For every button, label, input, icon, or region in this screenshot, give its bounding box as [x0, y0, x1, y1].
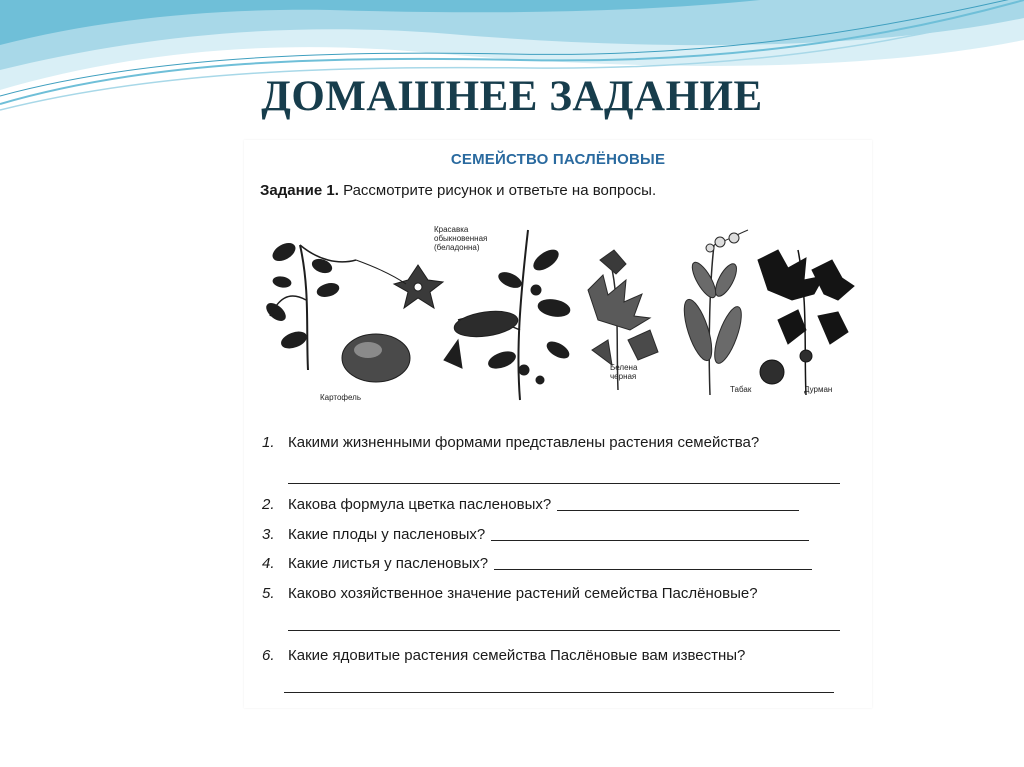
task-text: Рассмотрите рисунок и ответьте на вопросы. [343, 182, 657, 199]
question-text: Какие ядовитые растения семейства Паслёновые вам известны? [288, 647, 746, 664]
potato-plant-drawing [264, 240, 443, 382]
question-4 [262, 555, 812, 572]
answer-line-6[interactable] [284, 692, 834, 693]
question-text: Какими жизненными формами представлены растения семейства? [288, 434, 760, 451]
label-belladonna-1: Красавка [434, 225, 469, 234]
question-2 [262, 496, 799, 513]
question-text: Какова формула цветка пасленовых? [288, 496, 552, 513]
henbane-plant-drawing [588, 250, 658, 390]
question-number: 1. [262, 434, 275, 451]
answer-line-3[interactable] [491, 539, 809, 541]
question-number: 6. [262, 647, 275, 664]
question-number: 4. [262, 555, 275, 572]
task-instruction [260, 182, 656, 199]
worksheet [244, 140, 872, 708]
label-belladonna-2: обыкновенная [434, 234, 488, 243]
task-label: Задание 1. [260, 182, 339, 199]
tobacco-plant-drawing [679, 230, 752, 395]
question-number: 2. [262, 496, 275, 513]
solanaceae-illustration [258, 220, 858, 405]
label-datura: Дурман [804, 385, 833, 394]
answer-line-1[interactable] [288, 483, 840, 484]
slide-title: ДОМАШНЕЕ ЗАДАНИЕ [261, 73, 763, 120]
question-1 [262, 434, 759, 451]
label-belladonna-3: (беладонна) [434, 243, 480, 252]
answer-line-4[interactable] [494, 568, 812, 570]
worksheet-heading: СЕМЕЙСТВО ПАСЛЁНОВЫЕ [450, 151, 666, 168]
question-6 [262, 647, 745, 664]
question-text: Какие листья у пасленовых? [288, 555, 489, 572]
belladonna-plant-drawing [434, 225, 571, 400]
question-number: 3. [262, 526, 275, 543]
label-tobacco: Табак [730, 385, 752, 394]
question-3 [262, 526, 809, 543]
answer-line-2[interactable] [557, 509, 799, 511]
question-text: Каково хозяйственное значение растений семейства Паслёновые? [288, 585, 758, 602]
label-henbane-2: черная [610, 372, 637, 381]
datura-plant-drawing [758, 250, 854, 395]
question-text: Какие плоды у пасленовых? [288, 526, 486, 543]
label-potato: Картофель [320, 393, 362, 402]
question-5 [262, 585, 758, 602]
label-henbane-1: Белена [610, 363, 638, 372]
question-number: 5. [262, 585, 275, 602]
answer-line-5[interactable] [288, 630, 840, 631]
